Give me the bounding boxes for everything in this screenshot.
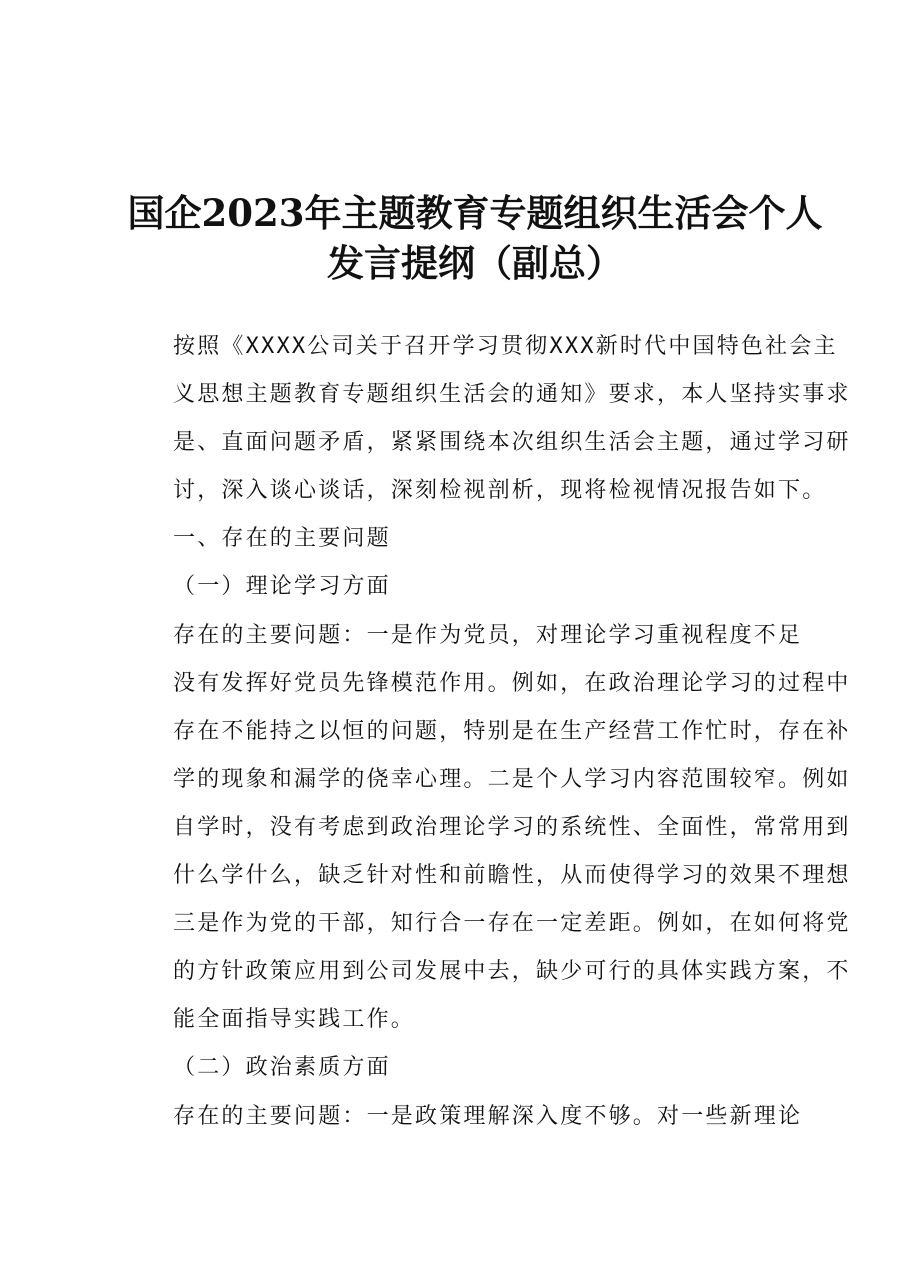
document-body <box>124 323 851 1141</box>
text-line: 没有发挥好党员先锋模范作用。例如，在政治理论学习的过程中 <box>173 670 851 696</box>
text-line: 存在的主要问题：一是作为党员，对理论学习重视程度不足 <box>173 622 803 648</box>
heading-line: 一、存在的主要问题 <box>173 526 391 552</box>
intro-paragraph <box>124 323 851 515</box>
text-line: 讨，深入谈心谈话，深刻检视剖析，现将检视情况报告如下。 <box>173 478 827 504</box>
text-line: 是、直面问题矛盾，紧紧围绕本次组织生活会主题，通过学习研 <box>173 430 851 456</box>
text-line: 存在不能持之以恒的问题，特别是在生产经营工作忙时，存在补 <box>173 718 851 744</box>
text-line: 自学时，没有考虑到政治理论学习的系统性、全面性，常常用到 <box>173 814 851 840</box>
text-line: 学的现象和漏学的侥幸心理。二是个人学习内容范围较窄。例如 <box>173 766 851 792</box>
heading-line: （一）理论学习方面 <box>173 574 391 600</box>
text-line: 什么学什么，缺乏针对性和前瞻性，从而使得学习的效果不理想 <box>173 863 851 889</box>
heading-line: （二）政治素质方面 <box>173 1055 391 1081</box>
theory-study-paragraph <box>124 612 851 1045</box>
text-line: 存在的主要问题：一是政策理解深入度不够。对一些新理论 <box>173 1103 803 1129</box>
section-heading <box>124 515 808 563</box>
text-line: 能全面指导实践工作。 <box>173 1007 416 1033</box>
text-line: 按照《XXXX公司关于召开学习贯彻XXX新时代中国特色社会主 <box>173 334 838 359</box>
subsection-heading <box>124 1044 808 1092</box>
text-line: 三是作为党的干部，知行合一存在一定差距。例如，在如何将党 <box>173 911 851 937</box>
text-line: 义思想主题教育专题组织生活会的通知》要求，本人坚持实事求 <box>173 382 851 408</box>
text-line: 的方针政策应用到公司发展中去，缺少可行的具体实践方案，不 <box>173 959 851 985</box>
political-quality-paragraph <box>124 1093 808 1141</box>
document-title: 国企2023年主题教育专题组织生活会个人发言提纲（副总） <box>127 191 823 285</box>
subsection-heading <box>124 563 808 611</box>
